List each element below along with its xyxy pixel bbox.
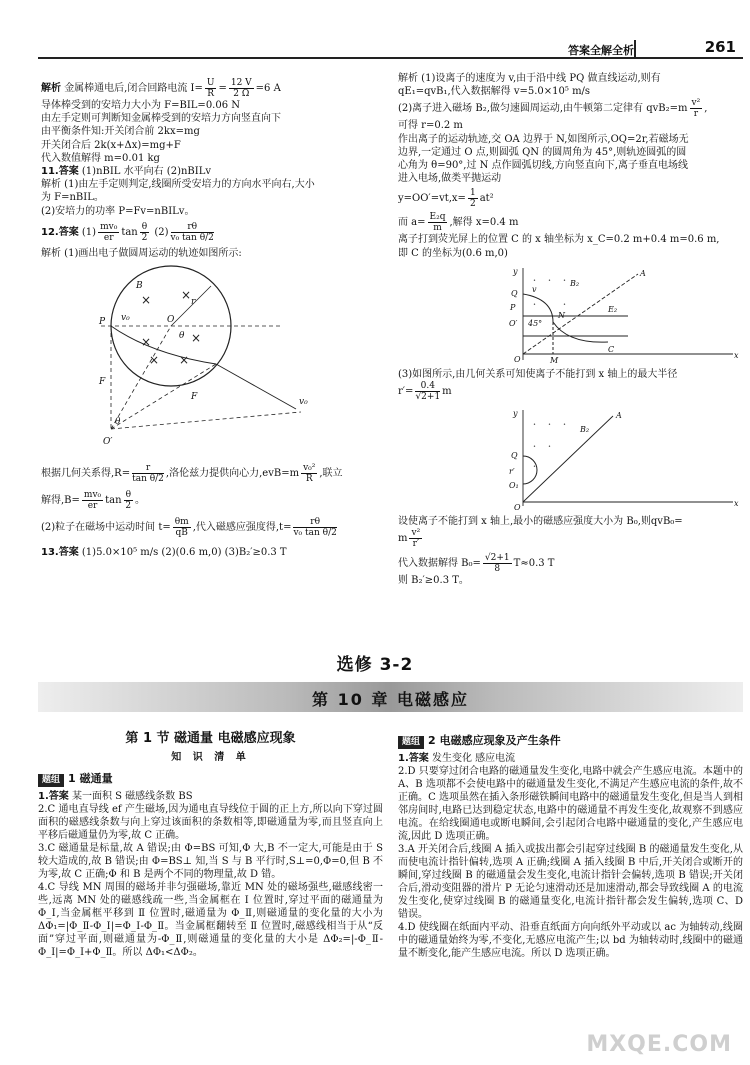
label-v0: v₀ (121, 313, 130, 324)
page-number: 261 (704, 38, 736, 56)
axis-y: y (513, 266, 518, 276)
header-section-title: 答案全解全析 (568, 44, 634, 57)
answer-paragraph: 2.C 通电直导线 ef 产生磁场,因为通电直导线位于圆的正上方,所以向下穿过圆面积的磁感线条数与向上穿过该面积的条数相等,即磁通量为零,而且竖直向上平移后磁通量仍为零,故 C 正确。 (38, 804, 383, 841)
text-line: 作出离子的运动轨迹,交 OA 边界于 N,如图所示,OQ=2r,若磁场无 (398, 133, 689, 145)
label-C: C (608, 344, 615, 354)
answer-label: 1.答案 (398, 753, 429, 764)
text-line: 边界,一定通过 O 点,则圆弧 QN 的圆周角为 45°,则轨迹圆弧的圆 (398, 146, 687, 158)
text-line: (2)安培力的功率 P=Fv=nBILv。 (41, 205, 195, 217)
label-Q: Q (511, 451, 518, 461)
svg-text:•: • (548, 277, 551, 284)
label-O: O (514, 503, 521, 512)
text-line: qE₁=qvB₁,代入数据解得 v=5.0×10⁵ m/s (398, 86, 591, 98)
svg-text:•: • (533, 277, 536, 284)
right-top-column: 解析 (1)设离子的速度为 v,由于沿中线 PQ 做直线运动,则有 qE₁=qvB₁,代入数据解得 v=5.0×10⁵ m/s (2)离子进入磁场 B₂,做匀速圆周运动,由牛顿第二定律有 qvB₂=m $\frac{\text{v²}}{r}$ , 可得 r=0.2 m 作出离子的运动轨迹,交 OA 边界于 N,如图所示,OQ=2r,若磁场无 边界,一定通过 O 点,则圆弧 QN 的圆周角为 45°,则轨迹圆弧的圆 心角为 θ=90°,过 N 点作圆弧切线,方向竖直向下,离子垂直电场线 进入电场,做类平抛运动 y=OO′=vt,x= $\frac{1}{2}$ at² 而 a= $\frac{\text{E₂q}}{m}$ ,解得 x=0.4 m 离子打到荧光屏上的位置 C 的 x 轴坐标为 x_C=0.2 m+0.4 m=0.6 m, 即 C 的坐标为(0.6 m,0) • • • • • y A B₂ Q O′ E₂ N 45° O M C x P v (3)如图所示,由几何关系可知使离子不能打到 x 轴上的最大半径 r′= $\frac{0.4}{√2+1}$ m • • • • • • y A B₂ Q r′ O O₁ x 设使离子不能打到 x 轴上,最小的磁感应强度大小为 B₀,则qvB₀= m $\frac{\text{v²}}{r'}$ 代入数据解得 B₀= $\frac{√2+1}{8}$ T≈0.3 T 则 B₂′≥0.3 T。 (398, 72, 743, 587)
fraction: $\frac{r\theta}{\text{v₀ tan θ/2}}$ (293, 517, 337, 539)
group-number: 2 (428, 734, 436, 747)
fraction: $\frac{r\theta}{\text{v₀ tan θ/2}}$ (170, 221, 214, 243)
svg-text:×: × (181, 288, 192, 303)
text: 金属棒通电后,闭合回路电流 I= (64, 83, 203, 94)
knowledge-heading: 知 识 清 单 (171, 752, 250, 763)
chapter-box (38, 682, 743, 712)
fraction: $\frac{12 V}{2 \Omega}$ (230, 78, 252, 99)
group-title: 电磁感应现象及产生条件 (439, 734, 561, 747)
answer-paragraph: 3.A 开关闭合后,线圈 A 插入或拔出都会引起穿过线圈 B 的磁通量发生变化,从而使电流计指针偏转,选项 A 正确;线圈 A 插入线圈 B 中后,开关闭合或断开的瞬间,穿过线圈 B 的磁通量会发生变化,电流计指针会偏转,选项 B 错误;开关闭合后,滑动变阻器的滑片 P 无论匀速滑动还是加速滑动,都会导致线圈 A 的电流发生变化,使穿过线圈 B 的磁通量变化,电流计指针都会发生偏转,选项 C、D 错误。 (398, 844, 743, 920)
axis-x: x (734, 350, 739, 360)
axis-x: x (734, 499, 739, 509)
label-O-prime: O′ (103, 437, 113, 448)
text-line: 解析 (1)由左手定则判定,线圈所受安培力的方向水平向右,大小 (41, 179, 315, 191)
answer-paragraph: 4.D 使线圈在纸面内平动、沿垂直纸面方向向纸外平动或以 ac 为轴转动,线圈中的磁通量始终为零,不变化,无感应电流产生;以 bd 为轴转动时,线圈中的磁通量不断变化,能产生感应电流。所以 D 选项正确。 (398, 922, 743, 959)
text-line: 为 F=nBIL。 (41, 192, 104, 204)
group-number: 1 (68, 772, 76, 785)
svg-text:×: × (179, 353, 190, 368)
label-v: v (532, 284, 537, 294)
text: 发生变化 感应电流 (431, 753, 516, 764)
label-theta: θ (115, 417, 121, 428)
answer-paragraph: 3.C 磁通量是标量,故 A 错误;由 Φ=BS 可知,Φ 大,B 不一定大,可能是由于 S 较大造成的,故 B 错误;由 Φ=BS⊥ 知,当 S 与 B 平行时,S⊥=0,Φ=0,但 B 不为零,故 C 正确;Φ 和 B 是两个不同的物理量,故 D 错。 (38, 843, 383, 880)
answer-paragraph: 4.C 导线 MN 周围的磁场并非匀强磁场,靠近 MN 处的磁场强些,磁感线密一些,远离 MN 处的磁感线疏一些,当金属框在 Ⅰ 位置时,穿过平面的磁通量为 Φ_Ⅰ,当金属框平移到 Ⅱ 位置时,磁通量为 Φ_Ⅱ,则磁通量的变化量的大小为 ΔΦ₁=|Φ_Ⅱ-Φ_Ⅰ|=Φ_Ⅰ-Φ_Ⅱ。当金属框翻转至 Ⅱ 位置时,磁感线相当于从“反面”穿过平面,则磁通量为-Φ_Ⅱ,则磁通量的变化量的大小是 ΔΦ₂=|-Φ_Ⅱ-Φ_Ⅰ|=Φ_Ⅰ+Φ_Ⅱ。所以 ΔΦ₁<ΔΦ₂。 (38, 882, 383, 958)
label-v0: v₀ (299, 397, 308, 408)
svg-text:•: • (533, 422, 536, 429)
svg-text:×: × (141, 335, 152, 350)
label-O: O (167, 315, 175, 326)
svg-text:•: • (548, 444, 551, 451)
fraction: $\frac{\theta}{2}$ (141, 221, 148, 243)
text: (1)5.0×10⁵ m/s (2)(0.6 m,0) (3)B₂′≥0.3 T (81, 547, 287, 559)
label-O-prime: O′ (509, 318, 518, 328)
svg-text:•: • (533, 464, 536, 471)
answer-label: 12.答案 (41, 226, 79, 238)
group-title: 磁通量 (79, 772, 113, 785)
fraction: $\frac{\theta m}{qB}$ (174, 517, 189, 539)
label-E2: E₂ (608, 304, 618, 314)
fraction: $\frac{0.4}{√2+1}$ (415, 381, 441, 403)
fraction: $\frac{1}{2}$ (469, 188, 476, 210)
group-badge: 题组 (398, 736, 424, 749)
answer-label: 1.答案 (38, 791, 69, 802)
svg-text:•: • (533, 301, 536, 308)
axis-y: y (513, 409, 518, 419)
label-Q: Q (511, 288, 518, 298)
text-line: 进入电场,做类平抛运动 (398, 173, 502, 185)
label-O: O (514, 354, 521, 364)
label-F: F (191, 392, 198, 403)
fraction: $\frac{r}{\text{tan θ/2}}$ (132, 463, 164, 485)
text-line: 则 B₂′≥0.3 T。 (398, 575, 469, 587)
label-45deg: 45° (528, 318, 543, 328)
svg-text:•: • (563, 277, 566, 284)
text: (1)nBIL 水平向右 (2)nBILv (81, 166, 212, 178)
section-title: 第 1 节 磁通量 电磁感应现象 (125, 731, 296, 746)
label-B2: B₂ (570, 278, 580, 288)
label-analysis: 解析 (41, 83, 61, 94)
answer-label: 11.答案 (41, 166, 79, 178)
fraction: $\frac{\text{v²}}{r'}$ (411, 528, 421, 550)
label-P: P (99, 317, 106, 328)
svg-text:•: • (563, 301, 566, 308)
text-line: 即 C 的坐标为(0.6 m,0) (398, 247, 508, 259)
section1-right-column (398, 730, 743, 960)
label-B: B (136, 281, 143, 292)
figure-electron-circle (41, 264, 341, 459)
text-line: 离子打到荧光屏上的位置 C 的 x 轴坐标为 x_C=0.2 m+0.4 m=0.6 m, (398, 234, 720, 246)
left-top-column: 解析 金属棒通电后,闭合回路电流 I= $\frac{U}{R}$ = $\frac{12 V}{2 \Omega}$ =6 A 导体棒受到的安培力大小为 F=BIL=0.06 N 由左手定则可判断知金属棒受到的安培力方向竖直向下 由平衡条件知:开关闭合前 2kx=mg 开关闭合后 2k(x+Δx)=mg+F 代入数值解得 m=0.01 kg 11.答案 (1)nBIL 水平向右 (2)nBILv 解析 (1)由左手定则判定,线圈所受安培力的方向水平向右,大小 为 F=nBIL。 (2)安培力的功率 P=Fv=nBILv。 12.答案 (1) $\frac{\text{mv₀}}{er}$ tan $\frac{\theta}{2}$ (2) $\frac{r\theta}{\text{v₀ tan θ/2}}$ 解析 (1)画出电子做圆周运动的轨迹如图所示: × × × × × × B P v₀ O θ r F F v₀ θ O′ 根据几何关系得,R= $\frac{r}{\text{tan θ/2}}$ ,洛伦兹力提供向心力,evB=m $\frac{\text{v₀²}}{R}$ ,联立 解得,B= $\frac{\text{mv₀}}{er}$ tan $\frac{\theta}{2}$ 。 (2)粒子在磁场中运动时间 t= $\frac{\theta m}{qB}$ ,代入磁感应强度得,t= $\frac{r\theta}{\text{v₀ tan θ/2}}$ 13.答案 (1)5.0×10⁵ m/s (2)(0.6 m,0) (3)B₂′≥0.3 T (41, 78, 386, 559)
chapter-title: 第 10 章 电磁感应 (312, 690, 469, 709)
text: 某一面积 S 磁感线条数 BS (71, 791, 193, 802)
fraction: $\frac{\text{mv₀}}{er}$ (100, 221, 118, 243)
header-separator (634, 40, 636, 57)
fraction: $\frac{\text{mv₀}}{er}$ (83, 490, 102, 512)
text-line: (3)如图所示,由几何关系可知使离子不能打到 x 轴上的最大半径 (398, 368, 678, 380)
svg-text:×: × (149, 353, 160, 368)
text-line: 心角为 θ=90°,过 N 点作圆弧切线,方向竖直向下,离子垂直电场线 (398, 160, 688, 172)
label-A: A (640, 268, 646, 278)
text-line: 开关闭合后 2k(x+Δx)=mg+F (41, 139, 181, 151)
label-r-prime: r′ (509, 467, 515, 477)
svg-text:•: • (533, 444, 536, 451)
text-line: 导体棒受到的安培力大小为 F=BIL=0.06 N (41, 100, 241, 111)
fraction: $\frac{\text{v²}}{r}$ (691, 98, 701, 120)
text-line: 设使离子不能打到 x 轴上,最小的磁感应强度大小为 B₀,则qvB₀= (398, 516, 683, 528)
figure-ion-trajectory (508, 264, 748, 364)
label-P: P (510, 302, 516, 312)
text-line: 由左手定则可判断知金属棒受到的安培力方向竖直向下 (41, 113, 281, 125)
text-line: 解析 (1)设离子的速度为 v,由于沿中线 PQ 做直线运动,则有 (398, 73, 661, 84)
group-badge: 题组 (38, 774, 64, 787)
figure-min-field (508, 406, 748, 511)
volume-title: 选修 3-2 (336, 655, 414, 675)
svg-text:•: • (563, 422, 566, 429)
text-line: 代入数值解得 m=0.01 kg (41, 152, 160, 164)
label-O1: O₁ (509, 481, 519, 491)
text-line: 可得 r=0.2 m (398, 120, 463, 132)
label-N: N (558, 310, 565, 320)
label-A: A (616, 411, 622, 421)
label-theta: θ (179, 331, 185, 342)
fraction: $\frac{\text{E₂q}}{m}$ (429, 212, 446, 234)
section1-left-column (38, 730, 383, 959)
label-M: M (550, 355, 559, 364)
label-r: r (191, 297, 196, 308)
watermark: MXQE.COM (586, 1032, 732, 1057)
label-F: F (99, 377, 106, 388)
fraction: $\frac{\text{v₀²}}{R}$ (303, 463, 316, 485)
fraction: $\frac{U}{R}$ (206, 78, 215, 99)
text-line: 解析 (1)画出电子做圆周运动的轨迹如图所示: (41, 247, 242, 259)
svg-text:•: • (548, 422, 551, 429)
svg-text:×: × (141, 293, 152, 308)
text-line: 由平衡条件知:开关闭合前 2kx=mg (41, 126, 200, 138)
header-rule (38, 57, 743, 59)
answer-label: 13.答案 (41, 547, 79, 559)
page-header (0, 0, 750, 58)
fraction: $\frac{√2+1}{8}$ (484, 553, 510, 575)
fraction: $\frac{\theta}{2}$ (125, 490, 132, 512)
svg-text:×: × (191, 331, 202, 346)
answer-paragraph: 2.D 只要穿过闭合电路的磁通量发生变化,电路中就会产生感应电流。本题中的 A、B 选项都不会使电路中的磁通量发生变化,不满足产生感应电流的条件,故不正确。C 选项虽然在插入条形磁铁瞬间电路中的磁通量发生变化,但是当人到相邻房间时,电路已达到稳定状态,电路中的磁通量不再发生变化,故观察不到感应电流。在给线圈通电或断电瞬间,会引起闭合电路中磁通量的变化,产生感应电流,因此 D 选项正确。 (398, 766, 743, 842)
label-B2: B₂ (580, 425, 590, 435)
